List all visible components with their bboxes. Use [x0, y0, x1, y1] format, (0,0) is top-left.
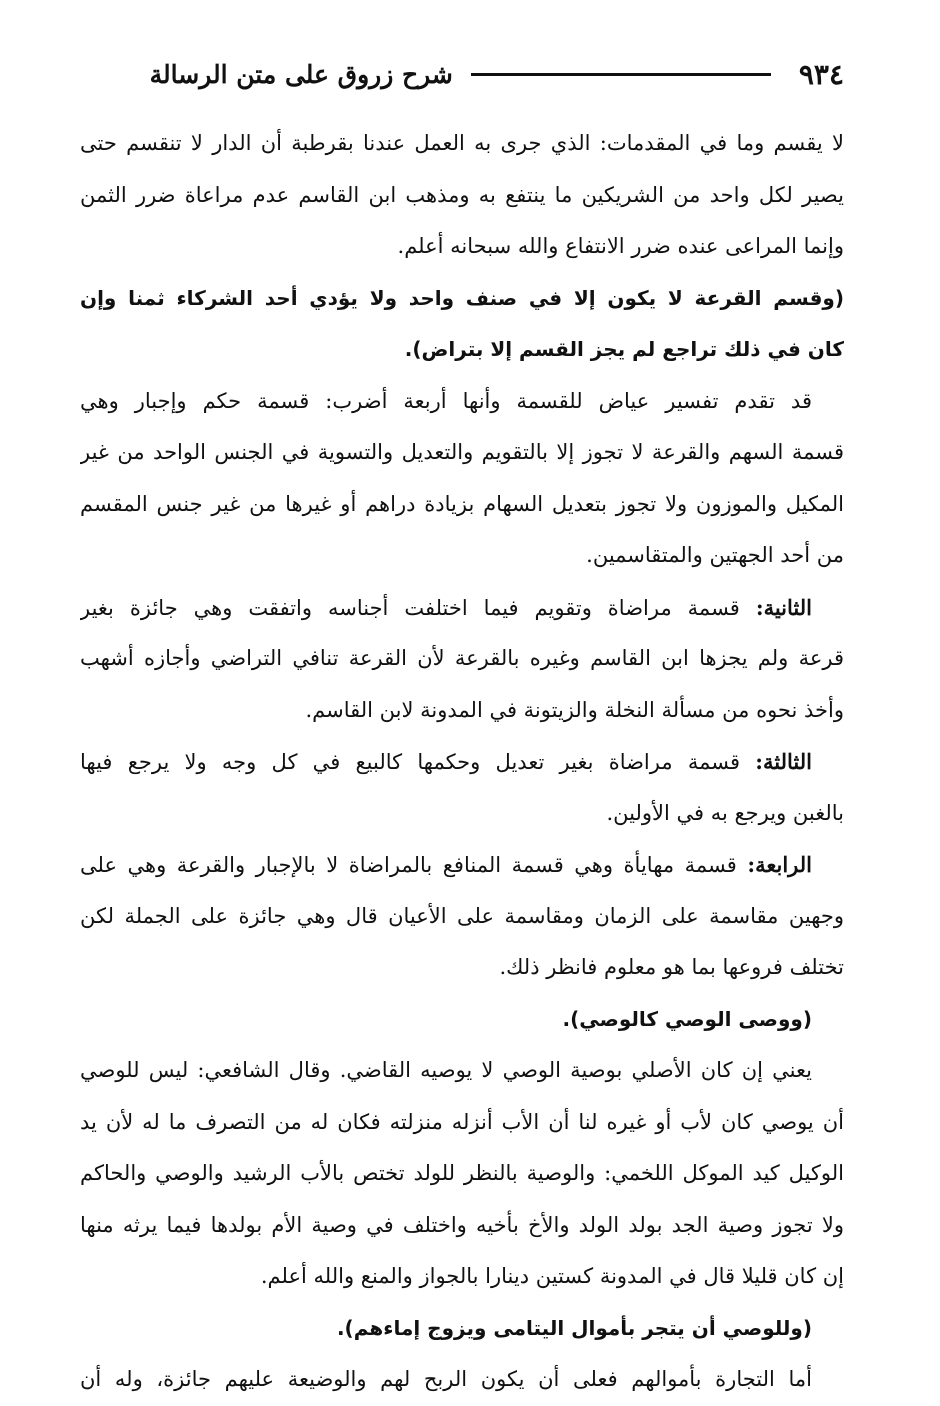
line-text: قسمة السهم والقرعة لا تجوز إلا بالتقويم والتعديل والتسوية في الجنس الواحد من غير — [80, 440, 844, 464]
line-text: وإنما المراعى عنده ضرر الانتفاع والله سبحانه أعلم. — [397, 234, 844, 258]
section-lead: الثانية: — [755, 594, 812, 620]
header-rule — [471, 73, 771, 76]
line-text: أن يوصي كان لأب أو غيره لنا أن الأب أنزله منزلته فكان له من التصرف ما له لأن يد — [80, 1109, 844, 1134]
text-line — [80, 376, 844, 428]
text-line — [80, 942, 844, 994]
text-line — [80, 273, 844, 325]
line-text: يصير لكل واحد من الشريكين ما ينتفع به ومذهب ابن القاسم عدم مراعاة ضرر الثمن — [80, 182, 844, 207]
line-text: كان في ذلك تراجع لم يجز القسم إلا بتراض). — [404, 337, 844, 361]
line-text: قسمة مهايأة وهي قسمة المنافع بالمراضاة لا بالإجبار والقرعة وهي على — [80, 853, 748, 877]
text-line — [80, 170, 844, 222]
line-text: (وللوصي أن يتجر بأموال اليتامى ويزوج إماءهم). — [336, 1315, 812, 1340]
line-text: قد تقدم تفسير عياض للقسمة وأنها أربعة أضرب: قسمة حكم وإجبار وهي — [80, 388, 812, 413]
text-line — [80, 891, 844, 943]
text-line — [80, 1045, 844, 1097]
line-text: (وقسم القرعة لا يكون إلا في صنف واحد ولا يؤدي أحد الشركاء ثمنا وإن — [80, 285, 844, 310]
line-text: وجهين مقاسمة على الزمان ومقاسمة على الأعيان قال وهي جائزة على الجملة لكن — [80, 903, 844, 928]
text-line — [80, 1148, 844, 1200]
section-lead: الثالثة: — [755, 749, 812, 774]
text-line — [80, 582, 844, 634]
text-line — [80, 839, 844, 891]
line-text: يعني إن كان الأصلي بوصية الوصي لا يوصيه القاضي. وقال الشافعي: ليس للوصي — [80, 1058, 812, 1082]
text-line — [80, 221, 844, 273]
section-lead: الرابعة: — [747, 852, 812, 877]
text-line — [80, 324, 844, 376]
page-header — [80, 52, 844, 96]
text-line — [80, 1251, 844, 1303]
book-title: شرح زروق على متن الرسالة — [149, 59, 453, 89]
line-text: أما التجارة بأموالهم فعلى أن يكون الربح لهم والوضيعة عليهم جائزة، وله أن — [80, 1367, 812, 1391]
line-text: بالغبن ويرجع به في الأولين. — [606, 800, 844, 825]
line-text: ولا تجوز وصية الجد بولد الولد والأخ بأخيه واختلف في وصية الأم بولدها فيما يرثه منها — [80, 1212, 844, 1237]
line-text: وأخذ نحوه من مسألة النخلة والزيتونة في المدونة لابن القاسم. — [305, 697, 844, 722]
line-text: قرعة ولم يجزها ابن القاسم وغيره بالقرعة لأن القرعة تنافي التراضي وأجازه أشهب — [80, 646, 844, 670]
line-text: إن كان قليلا قال في المدونة كستين دينارا بالجواز والمنع والله أعلم. — [260, 1264, 844, 1288]
text-line — [80, 118, 844, 170]
text-line — [80, 633, 844, 685]
line-text: المكيل والموزون ولا تجوز بتعديل السهام بزيادة دراهم أو غيرها من غير جنس المقسم — [80, 491, 844, 516]
line-text: الوكيل كيد الموكل اللخمي: والوصية بالنظر للولد تختص بالأب الرشيد والوصي والحاكم — [80, 1161, 844, 1185]
line-text: لا يقسم وما في المقدمات: الذي جرى به العمل عندنا بقرطبة أن الدار لا تنقسم حتى — [80, 131, 844, 155]
page-number: ٩٣٤ — [798, 57, 844, 91]
text-line — [80, 1303, 844, 1355]
text-line — [80, 736, 844, 788]
page-body — [80, 118, 844, 1406]
line-text: (ووصى الوصي كالوصي). — [562, 1006, 812, 1031]
line-text: تختلف فروعها بما هو معلوم فانظر ذلك. — [499, 955, 844, 979]
text-line — [80, 788, 844, 840]
text-line — [80, 685, 844, 737]
text-line — [80, 994, 844, 1046]
text-line — [80, 427, 844, 479]
line-text: قسمة مراضاة وتقويم فيما اختلفت أجناسه واتفقت وهي جائزة بغير — [80, 595, 756, 620]
line-text: قسمة مراضاة بغير تعديل وحكمها كالبيع في كل وجه ولا يرجع فيها — [80, 750, 756, 774]
line-text: من أحد الجهتين والمتقاسمين. — [586, 543, 844, 567]
text-line — [80, 530, 844, 582]
text-line — [80, 1200, 844, 1252]
text-line — [80, 479, 844, 531]
text-line — [80, 1097, 844, 1149]
text-line — [80, 1354, 844, 1406]
